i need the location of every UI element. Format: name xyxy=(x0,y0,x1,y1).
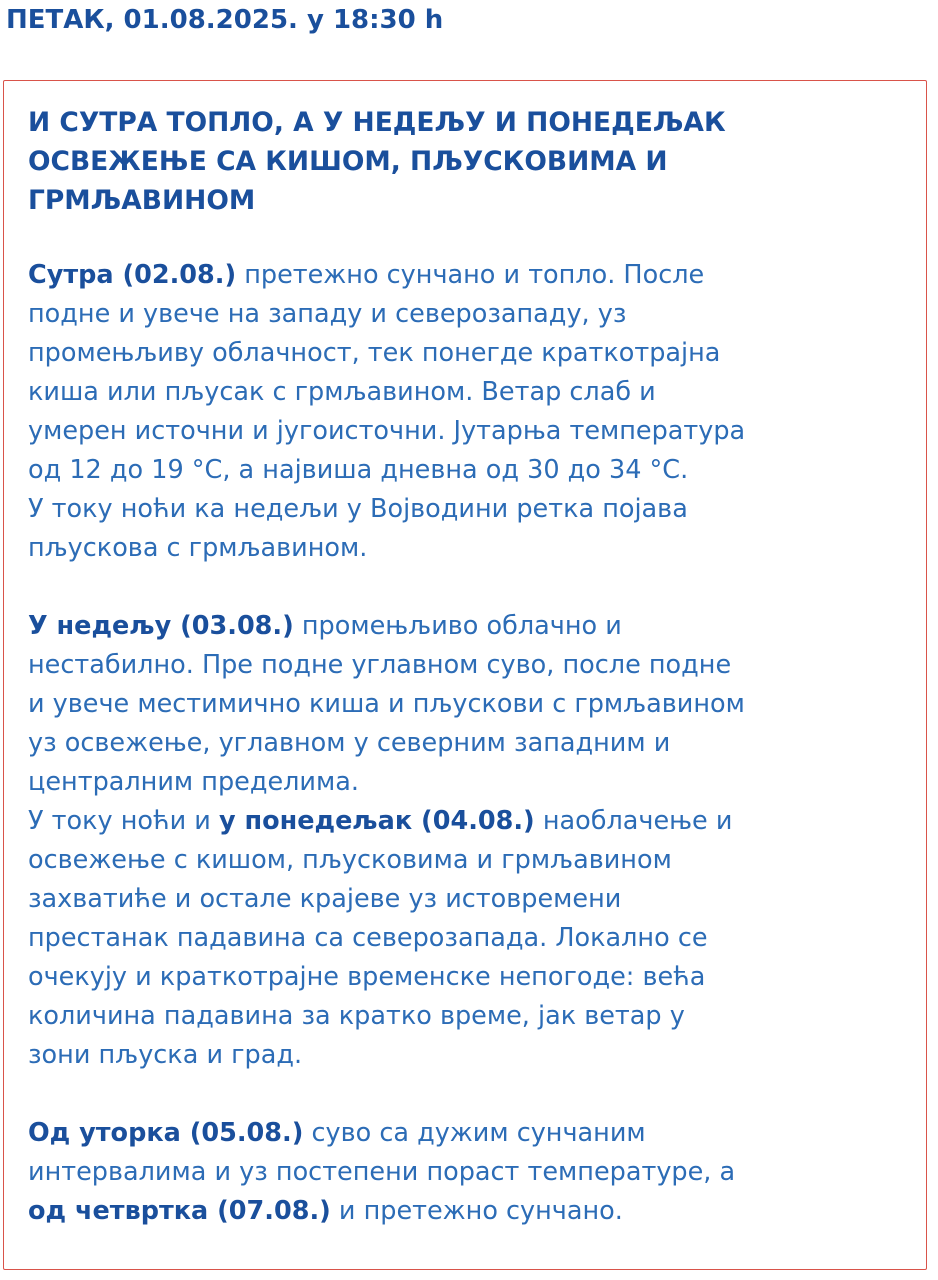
para1-line-5: умерен источни и југоисточни. Јутарња температура xyxy=(28,416,746,446)
para2-line-2: нестабилно. Пре подне углавном суво, после подне xyxy=(28,650,732,680)
day-label-thursday: од четвртка (07.08.) xyxy=(28,1196,331,1226)
para1-line-3: промењљиву облачност, тек понегде краткотрајна xyxy=(28,338,721,368)
forecast-content xyxy=(28,103,910,1231)
para3-line-3-text: и претежно сунчано. xyxy=(330,1196,623,1226)
paragraph-spacer xyxy=(28,568,910,607)
paragraph-sunday-monday xyxy=(28,607,910,1075)
headline-line-1: И СУТРА ТОПЛО, А У НЕДЕЉУ И ПОНЕДЕЉАК xyxy=(28,107,726,138)
date-header: ПЕТАК, 01.08.2025. у 18:30 h xyxy=(6,5,444,35)
para2-line-5: централним пределима. xyxy=(28,767,359,797)
para2-line-6-text: наоблачење и xyxy=(534,806,733,836)
headline-line-3: ГРМЉАВИНОМ xyxy=(28,185,256,216)
paragraph-tomorrow xyxy=(28,256,910,568)
para2-line-1-text: промењљиво облачно и xyxy=(293,611,622,641)
paragraph-spacer xyxy=(28,1075,910,1114)
para2-line-7: освежење с кишом, пљусковима и грмљавином xyxy=(28,845,672,875)
para1-line-7: У току ноћи ка недељи у Војводини ретка појава xyxy=(28,494,688,524)
para2-line-12: зони пљуска и град. xyxy=(28,1040,303,1070)
para3-line-1-text: суво са дужим сунчаним xyxy=(303,1118,646,1148)
para1-line-4: киша или пљусак с грмљавином. Ветар слаб и xyxy=(28,377,656,407)
para2-line-1 xyxy=(28,607,910,646)
para2-line-11: количина падавина за кратко време, јак ветар у xyxy=(28,1001,685,1031)
para1-line-2: подне и увече на западу и северозападу, уз xyxy=(28,299,627,329)
para2-line-3: и увече местимично киша и пљускови с грмљавином xyxy=(28,689,745,719)
day-label-sunday: У недељу (03.08.) xyxy=(28,611,294,641)
para1-line-6: од 12 до 19 °C, а највиша дневна од 30 до 34 °C. xyxy=(28,455,689,485)
para3-line-2: интервалима и уз постепени пораст температуре, а xyxy=(28,1157,736,1187)
para2-line-8: захватиће и остале крајеве уз истовремени xyxy=(28,884,622,914)
para1-line-1-text: претежно сунчано и топло. После xyxy=(236,260,705,290)
paragraph-tuesday-thursday xyxy=(28,1114,910,1231)
day-label-tomorrow: Сутра (02.08.) xyxy=(28,260,237,290)
headline-line-2: ОСВЕЖЕЊЕ СА КИШОМ, ПЉУСКОВИМА И xyxy=(28,146,668,177)
para2-line-10: очекују и краткотрајне временске непогоде: већа xyxy=(28,962,706,992)
forecast-box xyxy=(3,80,927,1270)
para2-line-6-start: У току ноћи и xyxy=(28,806,219,836)
day-label-tuesday: Од уторка (05.08.) xyxy=(28,1118,304,1148)
para3-line-1 xyxy=(28,1114,910,1153)
para1-line-8: пљускова с грмљавином. xyxy=(28,533,368,563)
para2-line-4: уз освежење, углавном у северним западним и xyxy=(28,728,671,758)
para2-line-6 xyxy=(28,802,910,841)
para1-line-1 xyxy=(28,256,910,295)
day-label-monday: у понедељак (04.08.) xyxy=(218,806,535,836)
para3-line-3 xyxy=(28,1192,910,1231)
forecast-headline xyxy=(28,103,910,220)
para2-line-9: престанак падавина са северозапада. Локално се xyxy=(28,923,708,953)
